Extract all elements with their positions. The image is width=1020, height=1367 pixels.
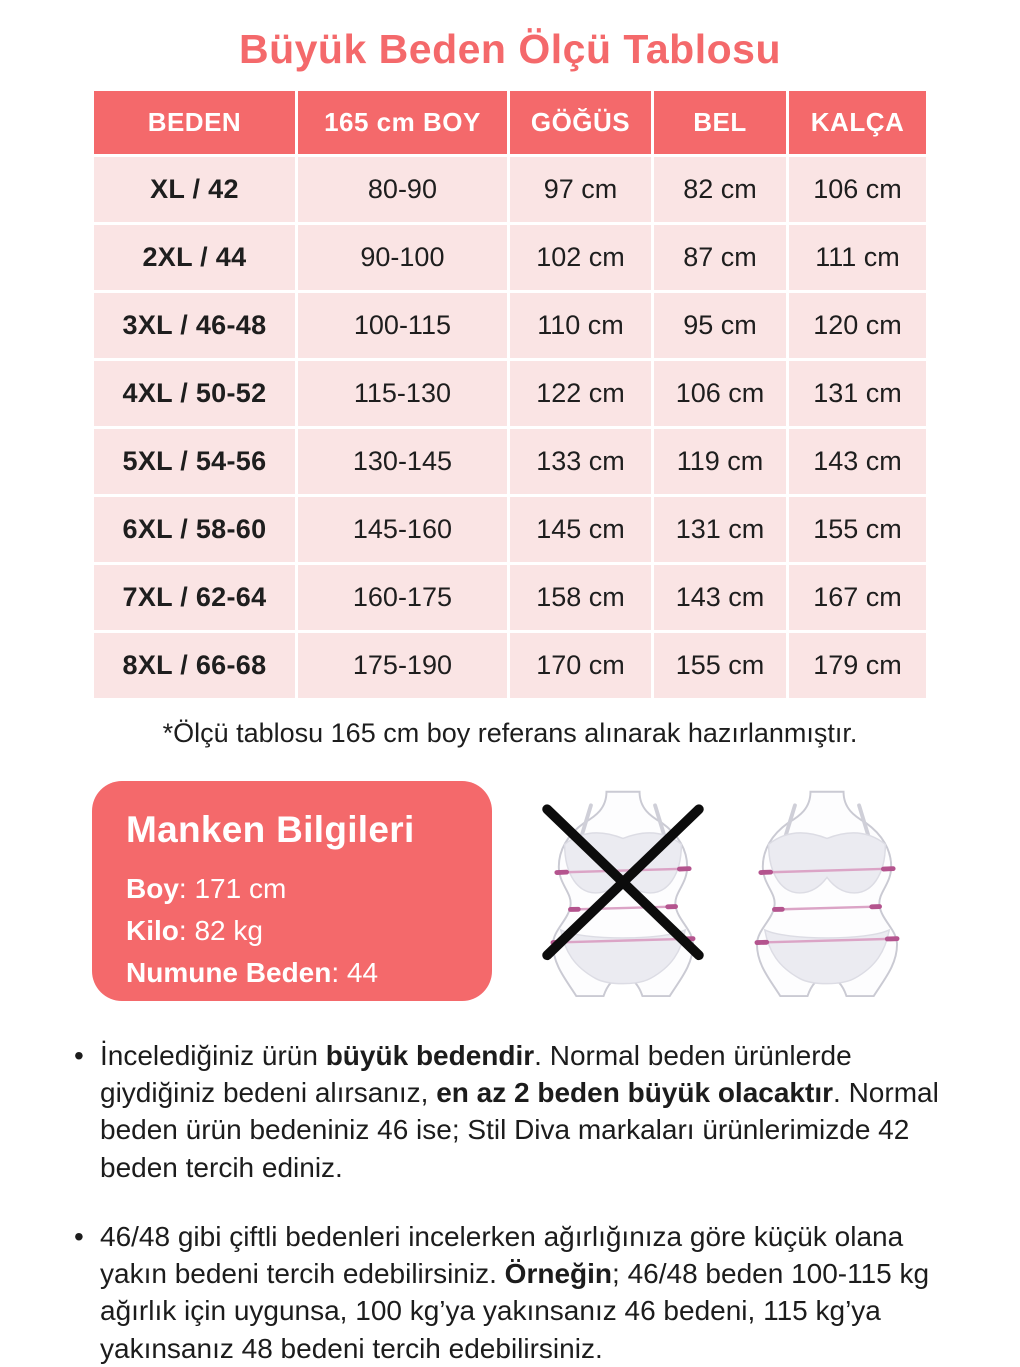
- measurement-cell: 130-145: [298, 429, 507, 494]
- measurement-cell: 155 cm: [654, 633, 786, 698]
- measurement-cell: 145-160: [298, 497, 507, 562]
- measurement-cell: 179 cm: [789, 633, 926, 698]
- measurement-cell: 155 cm: [789, 497, 926, 562]
- page-title: Büyük Beden Ölçü Tablosu: [238, 26, 782, 72]
- measurement-cell: 131 cm: [789, 361, 926, 426]
- table-row: [94, 497, 926, 562]
- measurement-cell: 110 cm: [510, 293, 651, 358]
- size-table-body: [94, 157, 926, 698]
- table-row: [94, 429, 926, 494]
- measurement-cell: 82 cm: [654, 157, 786, 222]
- measurement-cell: 119 cm: [654, 429, 786, 494]
- measurement-cell: 143 cm: [789, 429, 926, 494]
- model-info-section: [92, 781, 1020, 1001]
- table-footnote: *Ölçü tablosu 165 cm boy referans alınarak hazırlanmıştır.: [162, 718, 858, 748]
- incorrect-measurement-figure: [534, 784, 712, 998]
- column-header: 165 cm BOY: [298, 91, 507, 154]
- size-table-header-row: [94, 91, 926, 154]
- note-item: • İncelediğiniz ürün büyük bedendir. Normal beden ürünlerde giydiğiniz bedeni alırsanız, en az 2 beden büyük olacaktır. Normal beden ürün bedeniniz 46 ise; Stil Diva markaları ürünlerimizde 42 beden tercih ediniz.: [74, 1037, 954, 1186]
- measurement-cell: 102 cm: [510, 225, 651, 290]
- measurement-cell: 120 cm: [789, 293, 926, 358]
- measurement-cell: 160-175: [298, 565, 507, 630]
- column-header: BEL: [654, 91, 786, 154]
- measurement-cell: 90-100: [298, 225, 507, 290]
- measurement-cell: 87 cm: [654, 225, 786, 290]
- model-info-line: Boy: 171 cm: [126, 873, 287, 904]
- size-cell: 5XL / 54-56: [94, 429, 295, 494]
- size-cell: 4XL / 50-52: [94, 361, 295, 426]
- model-info-line: Kilo: 82 kg: [126, 915, 263, 946]
- table-row: [94, 293, 926, 358]
- measurement-cell: 145 cm: [510, 497, 651, 562]
- measurement-figures: [534, 781, 916, 1001]
- measurement-cell: 111 cm: [789, 225, 926, 290]
- notes-list: [74, 1037, 954, 1367]
- crossed-out-torso-icon: [534, 784, 712, 998]
- measurement-cell: 158 cm: [510, 565, 651, 630]
- size-cell: 2XL / 44: [94, 225, 295, 290]
- measurement-cell: 175-190: [298, 633, 507, 698]
- model-info-lines: [126, 873, 458, 989]
- model-info-card: [92, 781, 492, 1001]
- table-row: [94, 633, 926, 698]
- size-cell: 8XL / 66-68: [94, 633, 295, 698]
- measurement-cell: 170 cm: [510, 633, 651, 698]
- measurement-cell: 106 cm: [789, 157, 926, 222]
- measurement-cell: 95 cm: [654, 293, 786, 358]
- column-header: GÖĞÜS: [510, 91, 651, 154]
- measurement-cell: 97 cm: [510, 157, 651, 222]
- measurement-cell: 143 cm: [654, 565, 786, 630]
- correct-measurement-figure: [738, 784, 916, 998]
- measurement-cell: 133 cm: [510, 429, 651, 494]
- torso-measurement-icon: [738, 784, 916, 998]
- measurement-cell: 80-90: [298, 157, 507, 222]
- measurement-cell: 106 cm: [654, 361, 786, 426]
- model-info-title: Manken Bilgileri: [126, 809, 415, 850]
- table-row: [94, 565, 926, 630]
- size-cell: 3XL / 46-48: [94, 293, 295, 358]
- size-cell: 6XL / 58-60: [94, 497, 295, 562]
- model-info-line: Numune Beden: 44: [126, 957, 379, 988]
- column-header: BEDEN: [94, 91, 295, 154]
- note-item: • 46/48 gibi çiftli bedenleri incelerken ağırlığınıza göre küçük olana yakın bedeni tercih edebilirsiniz. Örneğin; 46/48 beden 100-115 kg ağırlık için uygunsa, 100 kg’ya yakınsanız 46 bedeni, 115 kg’ya yakınsanız 48 bedeni tercih edebilirsiniz.: [74, 1218, 954, 1367]
- measurement-cell: 167 cm: [789, 565, 926, 630]
- measurement-cell: 115-130: [298, 361, 507, 426]
- table-row: [94, 225, 926, 290]
- table-row: [94, 361, 926, 426]
- size-table: [91, 88, 929, 701]
- measurement-cell: 131 cm: [654, 497, 786, 562]
- size-cell: XL / 42: [94, 157, 295, 222]
- measurement-cell: 100-115: [298, 293, 507, 358]
- measurement-cell: 122 cm: [510, 361, 651, 426]
- table-row: [94, 157, 926, 222]
- size-cell: 7XL / 62-64: [94, 565, 295, 630]
- column-header: KALÇA: [789, 91, 926, 154]
